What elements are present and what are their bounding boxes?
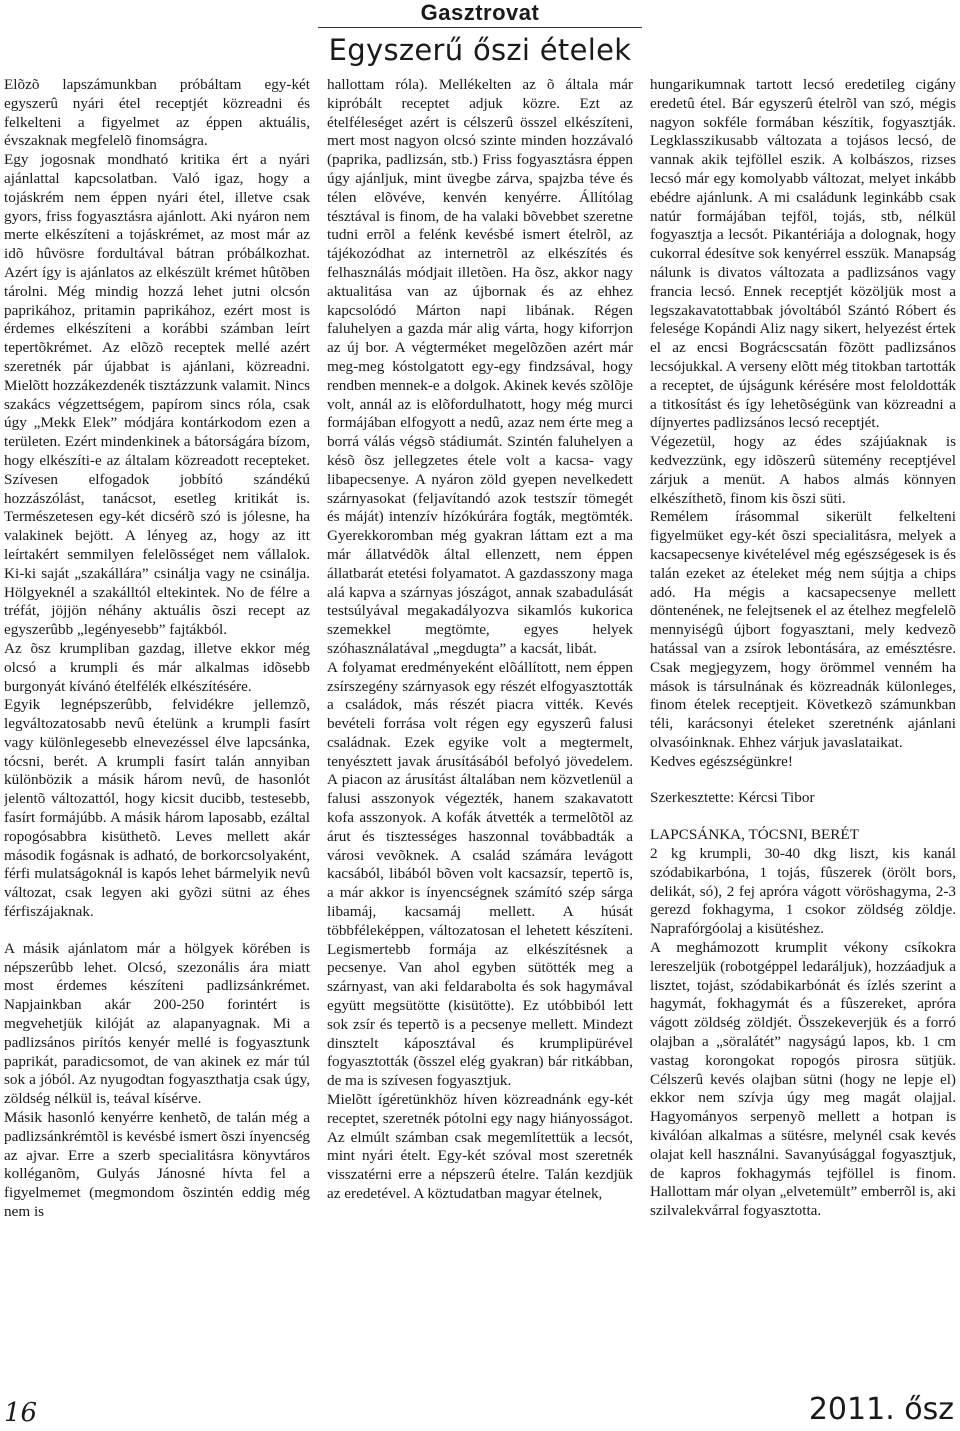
text-column-3 [650, 76, 956, 1382]
article-title: Egyszerű őszi ételek [328, 33, 632, 67]
recipe-method: A meghámozott krumplit vékony csíkokra lereszeljük (robotgéppel ledaráljuk), hozzáadjuk a lisztet, tojást, szódabikarbónát és ízlés szerint a hagymát, fokhagymát és a fûszereket, apróra vágott zöldség zöldjét. Összekeverjük és a forró olajban a „söralátét” nagyságú lapos, kb. 1 cm vastag korongokat ropogós pirosra sütjük. Célszerû kevés olajban sütni (hogy ne lepje el) ekkor nem szívja úgy meg magát olajjal. Hagyományos serpenyõ mellett a hotpan is kiválóan alkalmas a sütésre, melynél csak kevés olajat kell használni. Savanyúsággal fogyasztjuk, de kapros fokhagymás tejföllel is finom. Hallottam már olyan „elvetemült” emberrõl is, aki szilvalekvárral fogyasztotta. [650, 939, 956, 1220]
spacer [650, 808, 956, 826]
paragraph: Az õsz krumpliban gazdag, illetve ekkor még olcsó a krumpli és már alkalmas idõsebb burgonyát kívánó ételfélék elkészítésére. [4, 639, 310, 695]
paragraph: Egyik legnépszerûbb, felvidékre jellemzõ, legváltozatosabb nevû ételünk a krumpli fasírt vagy különlegesebb elnevezéssel élve lapcsánka, tócsni, berét. A krumpli fasírt talán annyiban különbözik a másik három nevû, de hasonlót jelentõ változattól, hogy kicsit ducibb, testesebb, fasírt formájúbb. A másik három laposabb, ezáltal ropogósabbra kisüthetõ. Leves mellett akár második fogásnak is adható, de borkorcsolyaként, férfi mulatságoknál is kapós lehet bármelyik nevû változat, csak legyen aki gyõzi sütni az éhes férfiszájaknak. [4, 696, 310, 921]
paragraph: A folyamat eredményeként elõállított, nem éppen zsírszegény szárnyasok egy részét elfogyasztották a családok, más részét piacra vitték. Kevés bevételi forrása volt régen egy egyszerû falusi családnak. Ezek egyike volt a megtermelt, tenyésztett javak árusításából befolyó jövedelem. A piacon az árusítást általában nem közvetlenül a falusi asszonyok végezték, hanem szakavatott kofa asszonyok. A kofák átvették a termelõtõl az árut és tisztességes haszonnal továbbadták a városi vevõknek. A család számára levágott kacsából, libából bõven volt kacsazsír, tepertõ is, a már akkor is ínyencségnek számító szép sárga libamáj, kacsamáj mellett. A húsát többféleképpen, változatosan el lehetett készíteni. Legismertebb formája az elkészítésnek a pecsenye. Van ahol egyben sütötték meg a szárnyast, van aki feldarabolta és sok hagymával együtt megsütötte (kisütötte). Ez utóbbiból lett sok zsír és tepertõ is a pecsenye mellett. Mindezt dinsztelt káposztával és krumplipürével fogyasztották (õsszel elég gyakran) bár ritkábban, de ma is szívesen fogyasztjuk. [327, 658, 633, 1090]
paragraph: Mielõtt ígéretünkhöz híven közreadnánk egy-két receptet, szeretnék pótolni egy nagy hiányosságot. Az elmúlt számban csak megemlítettük a lecsót, mint nyári ételt. Egy-két szóval most szeretnék visszatérni erre a népszerû ételre. Talán kezdjük az eredetével. A köztudatban magyar ételnek, [327, 1091, 633, 1203]
paragraph: A másik ajánlatom már a hölgyek körében is népszerûbb lehet. Olcsó, szezonális ára miatt most érdemes készíteni padlizsánkrémet. Napjainkban akár 200-250 forintért is megvehetjük kilóját az alapanyagnak. Mi a padlizsános pirítós kenyér mellé is fogyasztunk paprikát, paradicsomot, de van akinek ez már túl sok a jóból. Az nyugodtan fogyaszthatja csak úgy, zöldség nélkül is, teával kísérve. [4, 939, 310, 1108]
page-number: 16 [4, 1398, 38, 1428]
recipe-ingredients: 2 kg krumpli, 30-40 dkg liszt, kis kanál szódabikarbóna, 1 tojás, fûszerek (örölt bors, delikát, só), 2 fej apróra vágott vöröshagyma, 2-3 gerezd fokhagyma, 1 csokor zöldség zöldje. Naprafórgóolaj a kisütéshez. [650, 845, 956, 938]
paragraph: Végezetül, hogy az édes szájúaknak is kedvezzünk, egy idõszerû sütemény receptjével zárjuk a menüt. A habos almás könnyen elkészíthetõ, finom kis õszi süti. [650, 433, 956, 507]
recipe-title: LAPCSÁNKA, TÓCSNI, BERÉT [650, 826, 859, 844]
section-title: Gasztrovat [420, 0, 540, 25]
paragraph: hungarikumnak tartott lecsó eredetileg cigány eredetû étel. Bár egyszerû ételrõl van szó, mégis nagyon sokféle formában készítik, fogyasztják. Legklasszikusabb változata a tojásos lecsó, de vannak akik tejföllel eszik. A kolbászos, rizses lecsó már egy komolyabb változat, melyet inkább ebédre ajánlunk. A mi családunk leginkább csak natúr formájában tejföl, tojás, stb, nélkül fogyasztja a lecsót. Pikantériája a dolognak, hogy cukorral édesítve sok kenyérrel esszük. Manapság nálunk is divatos változata a padlizsános vagy francia lecsó. Ennek receptjét közöljük most a legszakavatottabbak jóvoltából Szántó Róbert és felesége Kopándi Aliz nagy sikert, helyezést értek el az encsi Bográcscsatán fõzött padlizsános lecsójukkal. A verseny elõtt még titokban tartották a receptet, de újságunk kérésére most feloldották a titkosítást és így lehetõségünk van közreadni a díjnyertes padlizsános lecsó receptjét. [650, 76, 956, 432]
spacer [4, 922, 310, 940]
paragraph: Kedves egészségünkre! [650, 752, 793, 770]
paragraph: Elõzõ lapszámunkban próbáltam egy-két egyszerû nyári étel receptjét közreadni és felkelteni a figyelmet az éppen aktuális, évszaknak megfelelõ finomságra. [4, 76, 310, 150]
paragraph: Egy jogosnak mondható kritika ért a nyári ajánlattal kapcsolatban. Való igaz, hogy a tojáskrém nem éppen nyári étel, illetve csak gyors, friss fogyasztásra ajánlott. Aki nyáron nem merte elkészíteni a tojáskrémet, az most már az idõ hûvösre fordultával bátran próbálkozhat. Azért így is ajánlatos az elkészült krémet hûtõben tárolni. Még mindig hozzá lehet jutni olcsón paprikához, pritamin paprikához, ezért most is érdemes elkészíteni a korábbi számban leírt tepertõkrémet. Az elõzõ receptek mellé azért szeretnék pár újabbat is ajánlani, közreadni. Mielõtt hozzákezdenék tisztázzunk valamit. Nincs szakács végzettségem, papírom sincs róla, csak úgy „Mekk Elek” módjára kontárkodom ezen a területen. Ezért mindenkinek a bátorságára bízom, hogy elkészíti-e az általam közreadott recepteket. Szívesen elfogadok jobbító szándékú hozzászólást, tanácsot, esetleg kritikát is. Természetesen egy-két dicsérõ szó is jólesne, ha valakinek bejött. A lényeg az, hogy az itt leírtakért semmilyen felelõsséget nem vállalok. Ki-ki saját „szakállára” csinálja vagy ne csinálja. Hölgyeknél a szakálltól eltekintek. No de félre a tréfát, jöjjön néhány aktuális õszi recept az egyszerûbb „legényesebb” fajtákból. [4, 151, 310, 639]
spacer [650, 771, 956, 789]
header-divider [318, 27, 642, 28]
paragraph: Másik hasonló kenyérre kenhetõ, de talán még a padlizsánkrémtõl is kevésbé ismert õszi ínyencség az ajvar. Erre a szerb specialitásra könyvtáros kolléganõm, Gulyás Jánosné hívta fel a figyelmemet (megmondom õszintén eddig még nem is [4, 1109, 310, 1221]
text-column-2 [327, 76, 633, 1382]
issue-label: 2011. ősz [808, 1392, 954, 1427]
paragraph: Remélem írásommal sikerült felkelteni figyelmüket egy-két õszi specialitásra, melyek a kacsapecsenye kivételével még egészségesek is és talán ezeket az ételeket még nem sújtja a chips adó. Ha mégis a kacsapecsenye mellett döntenének, ne felejtsenek el az ételhez megfelelõ mennyiségû újbort fogyasztani, mely kedvezõ hatással van a zsírok lebontására, az emésztésre. Csak megjegyzem, hogy örömmel venném ha mások is társulnának és közreadnák külonleges, finom ételek receptjeit. Következõ számunkban téli, karácsonyi ételeket szeretnénk ajánlani olvasóinknak. Ehhez várjuk javaslataikat. [650, 508, 956, 751]
text-column-1 [4, 76, 310, 1382]
editor-credit: Szerkesztette: Kércsi Tibor [650, 789, 815, 807]
paragraph: hallottam róla). Mellékelten az õ általa már kipróbált receptet adjuk közre. Ezt az ételféleséget azért is célszerû összel elkészíteni, mert most nagyon olcsó szinte minden hozzávaló (paprika, padlizsán, stb.) Friss fogyasztásra éppen úgy ajánljuk, mint üvegbe zárva, spajzba téve és télen elõvéve, kenvén kenyérre. Állítólag tésztával is finom, de ha valaki bõvebbet szeretne tudni errõl a felénk kevésbé ismert ételrõl, az tájékozódhat az internetrõl az elkészítés és felhasználás módjait illetõen. Ha õsz, akkor nagy aktualitása van az újbornak és az ehhez kapcsolódó Márton napi libának. Régen faluhelyen a gazda már alig várta, hogy kiforrjon az új bor. A végterméket megelõzõen azért már meg-meg kóstolgatott egy-egy findzsával, hogy rendben mennek-e a dolgok. Akinek kevés szõlõje volt, annál az is elõfordulhatott, hogy még murci formájában elfogyott a nedû, azaz nem érte meg a borrá válás végsõ stádiumát. Szintén faluhelyen a késõ õsz jellegzetes étele volt a kacsa- vagy libapecsenye. A nyáron zöld gyepen nevelkedett szárnyasokat (feljavítandó azok testszír tömegét és máját) intenzív hízókúrára fogták, megtömték. Gyerekkoromban még gyakran láttam ezt a ma már állatvédõk által ellenzett, nem éppen állatbarát etetési folyamatot. A gazdasszony maga alá kapva a szárnyas jószágot, annak szabadulását testsúlyával megakadályozva sikamlós kukorica szemekkel megtömte, egyes helyek szóhasználatával „megdugta” a kacsát, libát. [327, 76, 633, 657]
